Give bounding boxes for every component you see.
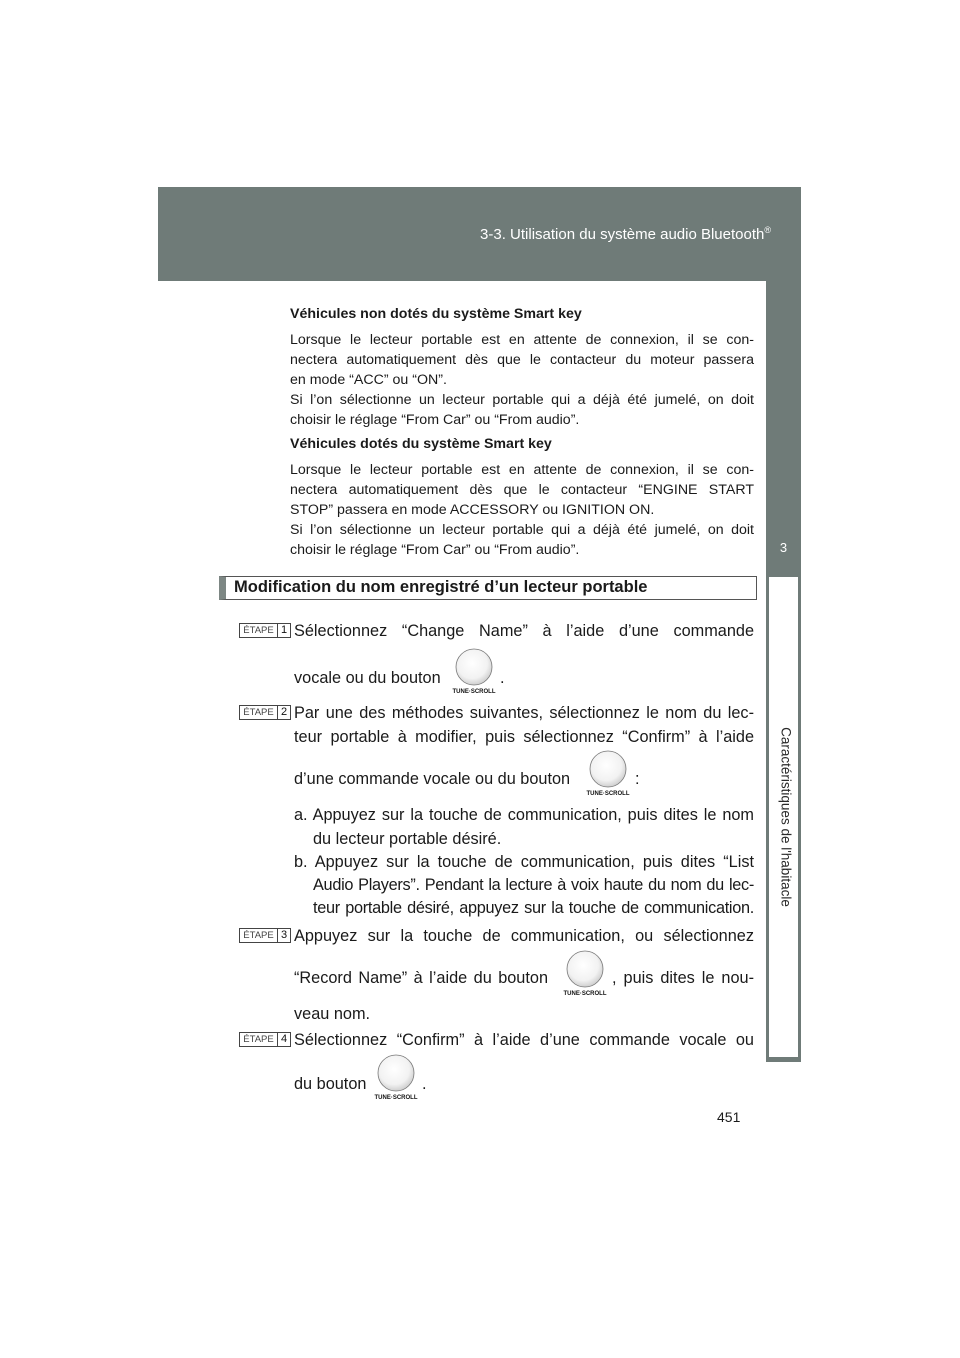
step-4-line-2: du bouton: [294, 1075, 367, 1093]
note-line: choisir le réglage “From Car” ou “From audio”.: [290, 412, 580, 428]
step-badge-label: ÉTAPE: [239, 928, 277, 943]
header-band: [158, 187, 801, 281]
step-3-line-2-end: , puis dites le nou-: [612, 969, 754, 987]
chapter-number: 3: [779, 540, 788, 555]
step-badge-1: [239, 623, 291, 638]
step-badge-number: 4: [277, 1032, 291, 1047]
step-1-line-2-end: .: [500, 669, 505, 687]
chapter-label: Caractéristiques de l'habitacle: [778, 727, 794, 907]
note-body-smart-key: [290, 460, 754, 560]
step-2-sub-b-line-3: teur portable désiré, appuyez sur la touche de communication.: [313, 899, 754, 917]
knob-label: TUNE·SCROLL: [374, 1095, 418, 1101]
note-title-no-smart-key: Véhicules non dotés du système Smart key: [290, 306, 582, 322]
note-line: nectera automatiquement dès que le contacteur du moteur passera: [290, 352, 754, 368]
step-2-sub-b-line-1: b. Appuyez sur la touche de communication, puis dites “List: [294, 853, 754, 871]
note-line: Lorsque le lecteur portable est en attente de connexion, il se con-: [290, 462, 754, 478]
step-2-line-2: teur portable à modifier, puis sélectionnez “Confirm” à l’aide: [294, 728, 754, 746]
knob-label: TUNE·SCROLL: [586, 791, 630, 797]
note-line: nectera automatiquement dès que le contacteur “ENGINE START: [290, 482, 754, 498]
note-line: Lorsque le lecteur portable est en attente de connexion, il se con-: [290, 332, 754, 348]
tune-scroll-knob-icon: [371, 1054, 421, 1102]
step-3-line-2: “Record Name” à l’aide du bouton: [294, 969, 548, 987]
step-1-line-1: Sélectionnez “Change Name” à l’aide d’une commande: [294, 622, 754, 640]
step-text-fragment: vocale ou du bouton: [294, 669, 441, 687]
page-number: 451: [717, 1109, 741, 1125]
step-badge-4: [239, 1032, 291, 1047]
step-3-line-3: veau nom.: [294, 1005, 371, 1023]
registered-mark: ®: [764, 225, 771, 235]
step-3-line-1: Appuyez sur la touche de communication, ou sélectionnez: [294, 927, 754, 945]
section-title: 3-3. Utilisation du système audio Bluetooth®: [480, 225, 771, 243]
step-2-sub-a-line-1: a. Appuyez sur la touche de communication, puis dites le nom: [294, 806, 754, 824]
note-line: Si l’on sélectionne un lecteur portable qui a déjà été jumelé, on doit: [290, 522, 754, 538]
step-badge-number: 3: [277, 928, 291, 943]
step-badge-label: ÉTAPE: [239, 1032, 277, 1047]
note-line: STOP” passera en mode ACCESSORY ou IGNITION ON.: [290, 502, 655, 518]
step-2-sub-a-line-2: du lecteur portable désiré.: [313, 830, 502, 848]
step-2-line-3-end: :: [635, 770, 640, 788]
step-2-sub-b-line-2: Audio Players”. Pendant la lecture à voix haute du nom du lec-: [313, 876, 754, 894]
step-2-line-3: d’une commande vocale ou du bouton: [294, 770, 571, 788]
knob-label: TUNE·SCROLL: [563, 991, 607, 997]
note-line: choisir le réglage “From Car” ou “From audio”.: [290, 542, 580, 558]
step-badge-label: ÉTAPE: [239, 623, 277, 638]
section-heading-banner: [219, 576, 757, 600]
chapter-label-box: [769, 577, 798, 1057]
tune-scroll-knob-icon: [449, 648, 499, 696]
step-2-line-1: Par une des méthodes suivantes, sélectionnez le nom du lec-: [294, 704, 754, 722]
note-title-smart-key: Véhicules dotés du système Smart key: [290, 436, 552, 452]
step-badge-3: [239, 928, 291, 943]
step-badge-number: 1: [277, 623, 291, 638]
tune-scroll-knob-icon: [560, 950, 610, 998]
step-badge-number: 2: [277, 705, 291, 720]
step-badge-2: [239, 705, 291, 720]
chapter-side-tab: [766, 281, 801, 1062]
step-4-line-1: Sélectionnez “Confirm” à l’aide d’une commande vocale ou: [294, 1031, 754, 1049]
note-line: en mode “ACC” ou “ON”.: [290, 372, 447, 388]
step-4-line-2-end: .: [422, 1075, 427, 1093]
note-body-no-smart-key: [290, 330, 754, 430]
step-badge-label: ÉTAPE: [239, 705, 277, 720]
tune-scroll-knob-icon: [583, 750, 633, 798]
knob-label: TUNE·SCROLL: [452, 689, 496, 695]
section-heading: Modification du nom enregistré d’un lecteur portable: [234, 578, 648, 596]
step-1-line-2: [294, 667, 441, 689]
note-line: Si l’on sélectionne un lecteur portable qui a déjà été jumelé, on doit: [290, 392, 754, 408]
